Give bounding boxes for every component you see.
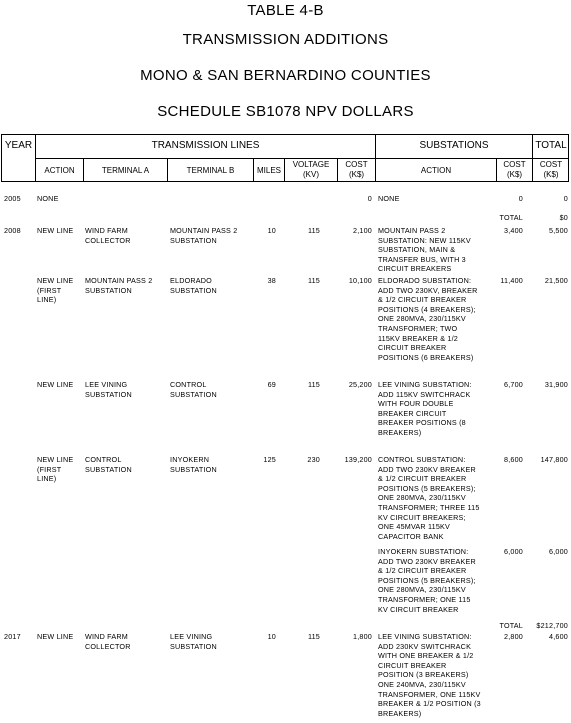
header-total: TOTAL (535, 140, 567, 151)
cell-cost: 10,100 (348, 276, 372, 285)
cell-sub-action: LEE VINING SUBSTATION: ADD 115KV SWITCHRACK WITH FOUR DOUBLE BREAKER CIRCUIT BREAKER POSITIONS (8 BREAKERS) (378, 380, 472, 437)
cell-miles: 10 (267, 226, 276, 235)
cell-year: 2008 (4, 226, 21, 235)
cell-term-a: MOUNTAIN PASS 2 SUBSTATION (85, 276, 153, 295)
cell-action: NEW LINE (37, 226, 74, 235)
header-substations: SUBSTATIONS (419, 140, 489, 151)
cell-sub-cost: 0 (518, 194, 523, 203)
cell-term-b: ELDORADO SUBSTATION (170, 276, 217, 295)
cell-miles: 69 (267, 380, 276, 389)
header-sub-action: ACTION (420, 166, 452, 175)
cell-term-a: CONTROL SUBSTATION (85, 455, 132, 474)
cell-sub-cost: 8,600 (504, 455, 523, 464)
cell-year: 2005 (4, 194, 21, 203)
cell-total: 31,900 (544, 380, 568, 389)
cell-action: NONE (37, 194, 59, 203)
cell-term-b: CONTROL SUBSTATION (170, 380, 217, 399)
cell-sub-cost: TOTAL (499, 621, 523, 630)
cell-sub-cost: TOTAL (499, 213, 523, 222)
cell-voltage: 115 (307, 276, 320, 285)
cell-cost: 25,200 (348, 380, 372, 389)
cell-voltage: 115 (307, 226, 320, 235)
cell-action: NEW LINE (FIRST LINE) (37, 455, 74, 484)
cell-total: 5,500 (549, 226, 568, 235)
cell-voltage: 115 (307, 632, 320, 641)
cell-term-b: LEE VINING SUBSTATION (170, 632, 217, 651)
cell-sub-action: NONE (378, 194, 400, 203)
cell-year: 2017 (4, 632, 21, 641)
cell-cost: 139,200 (344, 455, 372, 464)
cell-total: 147,800 (540, 455, 568, 464)
cell-cost: 2,100 (353, 226, 372, 235)
table-number: TABLE 4-B (247, 2, 324, 19)
cell-cost: 0 (367, 194, 372, 203)
table-subtitle-counties: MONO & SAN BERNARDINO COUNTIES (140, 67, 431, 84)
header-miles: MILES (256, 166, 281, 175)
cell-term-b: MOUNTAIN PASS 2 SUBSTATION (170, 226, 238, 245)
header-sub-cost: COST (K$) (503, 160, 526, 179)
cell-sub-cost: 6,000 (504, 547, 523, 556)
header-terminal-b: TERMINAL B (186, 166, 235, 175)
header-total-cost: COST (K$) (539, 160, 563, 179)
cell-sub-action: INYOKERN SUBSTATION: ADD TWO 230KV BREAKER & 1/2 CIRCUIT BREAKER POSITIONS (5 BREAKERS); ONE 280MVA, 230/115KV TRANSFORMER; ONE 115 KV CIRCUIT BREAKER (378, 547, 476, 614)
header-line-cost: COST (K$) (345, 160, 368, 179)
header-year: YEAR (4, 140, 33, 151)
cell-sub-cost: 2,800 (504, 632, 523, 641)
cell-action: NEW LINE (37, 380, 74, 389)
table-subtitle-schedule: SCHEDULE SB1078 NPV DOLLARS (157, 103, 414, 120)
cell-sub-cost: 6,700 (504, 380, 523, 389)
cell-total: 4,600 (549, 632, 568, 641)
header-divider (35, 158, 569, 159)
header-voltage: VOLTAGE (KV) (292, 160, 330, 179)
cell-term-a: WIND FARM COLLECTOR (85, 226, 131, 245)
cell-miles: 125 (263, 455, 276, 464)
cell-term-a: WIND FARM COLLECTOR (85, 632, 131, 651)
cell-total: 6,000 (549, 547, 568, 556)
cell-term-a: LEE VINING SUBSTATION (85, 380, 132, 399)
cell-total: $0 (559, 213, 568, 222)
cell-sub-action: LEE VINING SUBSTATION: ADD 230KV SWITCHRACK WITH ONE BREAKER & 1/2 CIRCUIT BREAKER POSITION (3 BREAKERS) ONE 240MVA, 230/115KV TRANSFORMER, ONE 115KV BREAKER & 1/2 POSITION (3 BREAKERS) (378, 632, 481, 718)
cell-miles: 10 (267, 632, 276, 641)
cell-voltage: 115 (307, 380, 320, 389)
header-action: ACTION (44, 166, 75, 175)
cell-sub-action: ELDORADO SUBSTATION: ADD TWO 230KV, BREAKER & 1/2 CIRCUIT BREAKER POSITIONS (4 BREAKERS); ONE 280MVA, 230/115KV TRANSFORMER; TWO 115KV BREAKER & 1/2 CIRCUIT BREAKER POSITIONS (6 BREAKERS) (378, 276, 478, 362)
cell-cost: 1,800 (353, 632, 372, 641)
cell-voltage: 230 (307, 455, 320, 464)
cell-sub-action: MOUNTAIN PASS 2 SUBSTATION: NEW 115KV SUBSTATION, MAIN & TRANSFER BUS, WITH 3 CIRCUIT BREAKERS (378, 226, 471, 274)
cell-total: 21,500 (544, 276, 568, 285)
cell-miles: 38 (267, 276, 276, 285)
table-title: TRANSMISSION ADDITIONS (182, 31, 389, 48)
cell-action: NEW LINE (37, 632, 74, 641)
header-transmission-lines: TRANSMISSION LINES (151, 140, 260, 151)
cell-term-b: INYOKERN SUBSTATION (170, 455, 217, 474)
cell-sub-action: CONTROL SUBSTATION: ADD TWO 230KV BREAKER & 1/2 CIRCUIT BREAKER POSITIONS (5 BREAKERS); ONE 280MVA, 230/115KV TRANSFORMER; THREE 115 KV CIRCUIT BREAKERS; ONE 45MVAR 115KV CAPACITOR BANK (378, 455, 480, 541)
cell-sub-cost: 3,400 (504, 226, 523, 235)
cell-sub-cost: 11,400 (500, 276, 523, 285)
header-terminal-a: TERMINAL A (101, 166, 150, 175)
cell-action: NEW LINE (FIRST LINE) (37, 276, 74, 305)
cell-total: $212,700 (536, 621, 568, 630)
cell-total: 0 (563, 194, 568, 203)
